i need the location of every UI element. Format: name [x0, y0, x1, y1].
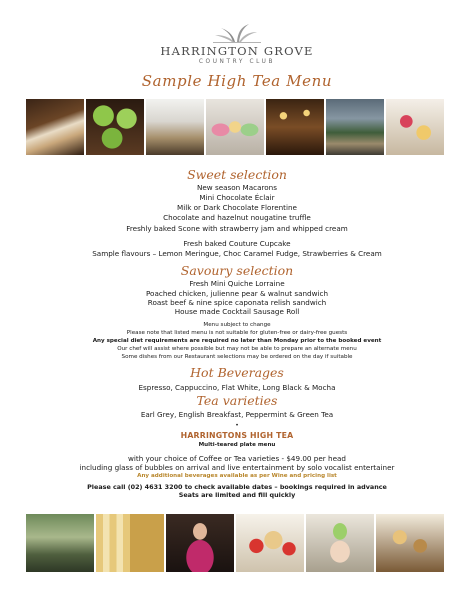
note-line: Our chef will assist where possible but may not be able to prepare an alternate menu: [117, 346, 357, 352]
top-photo-strip: [26, 99, 444, 155]
note-line: Some dishes from our Restaurant selections may be ordered on the day if suitable: [121, 354, 353, 360]
garden-guests-photo: [26, 514, 94, 572]
scones-strawberries-photo: [236, 514, 304, 572]
champagne-glasses-photo: [96, 514, 164, 572]
menu-item: Poached chicken, julienne pear & walnut sandwich: [145, 289, 328, 298]
menu-item: Sample flavours – Lemon Meringue, Choc Caramel Fudge, Strawberries & Cream: [92, 249, 382, 258]
tree-grove-logo-icon: [205, 22, 269, 44]
terrace-view-photo: [326, 99, 384, 155]
menu-item: Roast beef & nine spice caponata relish sandwich: [147, 298, 327, 307]
seats-limited-line: Seats are limited and fill quickly: [178, 491, 296, 499]
menu-item: Fresh baked Couture Cupcake: [183, 239, 291, 248]
club-name: HARRINGTON GROVE: [160, 44, 314, 58]
hot-beverages-list: Espresso, Cappuccino, Flat White, Long Black & Mocha: [138, 383, 336, 392]
includes-line: including glass of bubbles on arrival and live entertainment by solo vocalist entertainer: [79, 463, 395, 472]
note-line: Any special diet requirements are required no later than Monday prior to the booked event: [92, 338, 382, 344]
tiered-stand-photo: [306, 514, 374, 572]
restaurant-interior-photo: [266, 99, 324, 155]
afternoon-tea-table-photo: [376, 514, 444, 572]
booking-call-line: Please call (02) 4631 3200 to check available dates – bookings required in advance: [87, 483, 387, 491]
harringtons-heading: HARRINGTONS HIGH TEA: [180, 431, 294, 440]
high-tea-stand-photo: [146, 99, 204, 155]
savoury-selection-heading: Savoury selection: [180, 263, 294, 278]
green-cupcakes-photo: [86, 99, 144, 155]
menu-title: Sample High Tea Menu: [141, 72, 333, 90]
menu-item: House made Cocktail Sausage Roll: [174, 307, 300, 316]
note-line: Please note that listed menu is not suitable for gluten-free or dairy-free guests: [126, 330, 348, 336]
menu-item: Milk or Dark Chocolate Florentine: [177, 203, 297, 212]
club-subtitle: COUNTRY CLUB: [198, 59, 276, 65]
vocalist-photo: [166, 514, 234, 572]
bullet-separator: •: [235, 422, 239, 429]
menu-item: New season Macarons: [197, 183, 277, 192]
sweet-selection-heading: Sweet selection: [187, 167, 287, 182]
bottom-photo-strip: [26, 514, 444, 572]
harringtons-subheading: Multi-teared plate menu: [198, 442, 276, 448]
price-line: with your choice of Coffee or Tea varieties - $49.00 per head: [128, 454, 346, 463]
hot-beverages-heading: Hot Beverages: [190, 365, 284, 380]
pastry-plate-photo: [386, 99, 444, 155]
tea-varieties-heading: Tea varieties: [196, 393, 278, 408]
menu-item: Fresh Mini Quiche Lorraine: [189, 279, 285, 288]
extra-beverages-line: Any additional beverages available as per Wine and pricing list: [137, 473, 337, 479]
menu-item: Mini Chocolate Éclair: [199, 193, 275, 202]
coffee-cup-photo: [26, 99, 84, 155]
note-line: Menu subject to change: [203, 322, 271, 328]
club-logo: [0, 22, 474, 65]
tea-varieties-list: Earl Grey, English Breakfast, Peppermint & Green Tea: [140, 410, 334, 419]
macarons-photo: [206, 99, 264, 155]
menu-item: Freshly baked Scone with strawberry jam and whipped cream: [126, 224, 348, 233]
menu-item: Chocolate and hazelnut nougatine truffle: [163, 213, 311, 222]
